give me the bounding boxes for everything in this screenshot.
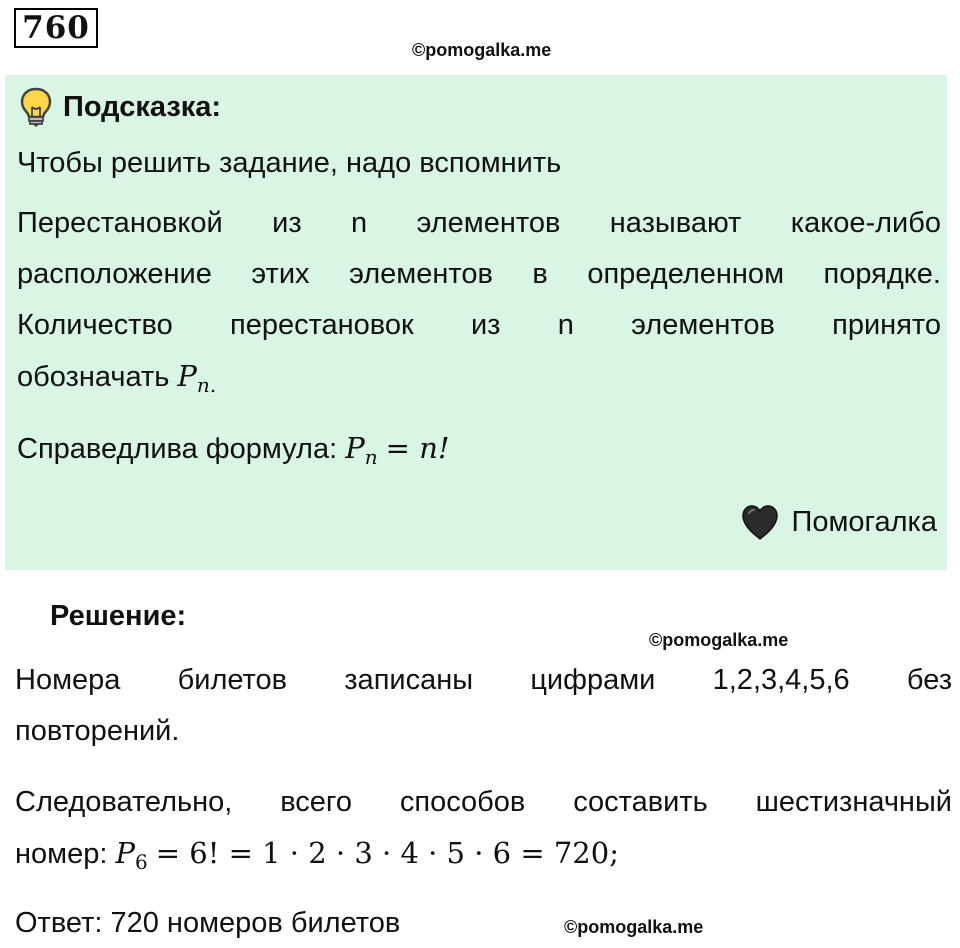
task-number: 760 [14, 8, 98, 48]
heart-icon [740, 503, 780, 541]
lightbulb-icon [19, 87, 53, 127]
definition-line: расположение этих элементов в определенном порядке. [17, 258, 941, 290]
solution-subscript: 6 [134, 850, 148, 874]
permutation-symbol: P [177, 359, 197, 393]
formula-rhs: = n! [385, 431, 450, 465]
solution-line: Номера билетов записаны цифрами 1,2,3,4,5,6 без [15, 664, 952, 696]
formula-line [17, 423, 941, 483]
hint-header [19, 87, 221, 127]
hint-intro: Чтобы решить задание, надо вспомнить [17, 147, 562, 179]
permutation-subscript: n. [196, 373, 217, 397]
solution-formula-line [15, 828, 952, 888]
formula-subscript: n [364, 445, 378, 469]
definition-line [17, 351, 941, 411]
brand-name: Помогалка [791, 505, 937, 538]
hint-title: Подсказка: [63, 90, 222, 123]
solution-line: повторений. [15, 715, 180, 747]
watermark: ©pomogalka.me [412, 40, 552, 60]
solution-line: Следовательно, всего способов составить шестизначный [15, 786, 952, 818]
solution-text: номер: [15, 838, 108, 870]
solution-heading: Решение: [50, 600, 187, 632]
solution-symbol: P [115, 836, 135, 870]
formula-label: Справедлива формула: [17, 433, 338, 465]
watermark: ©pomogalka.me [649, 630, 789, 650]
watermark: ©pomogalka.me [564, 917, 704, 937]
definition-text: обозначать [17, 361, 170, 393]
definition-line: Перестановкой из n элементов называют какое-либо [17, 207, 941, 239]
hint-box [5, 75, 947, 570]
brand-signature [740, 503, 937, 541]
answer-line: Ответ: 720 номеров билетов [15, 907, 401, 939]
solution-rhs: = 6! = 1 · 2 · 3 · 4 · 5 · 6 = 720; [155, 836, 619, 870]
formula-symbol: P [345, 431, 365, 465]
definition-line: Количество перестановок из n элементов принято [17, 309, 941, 341]
